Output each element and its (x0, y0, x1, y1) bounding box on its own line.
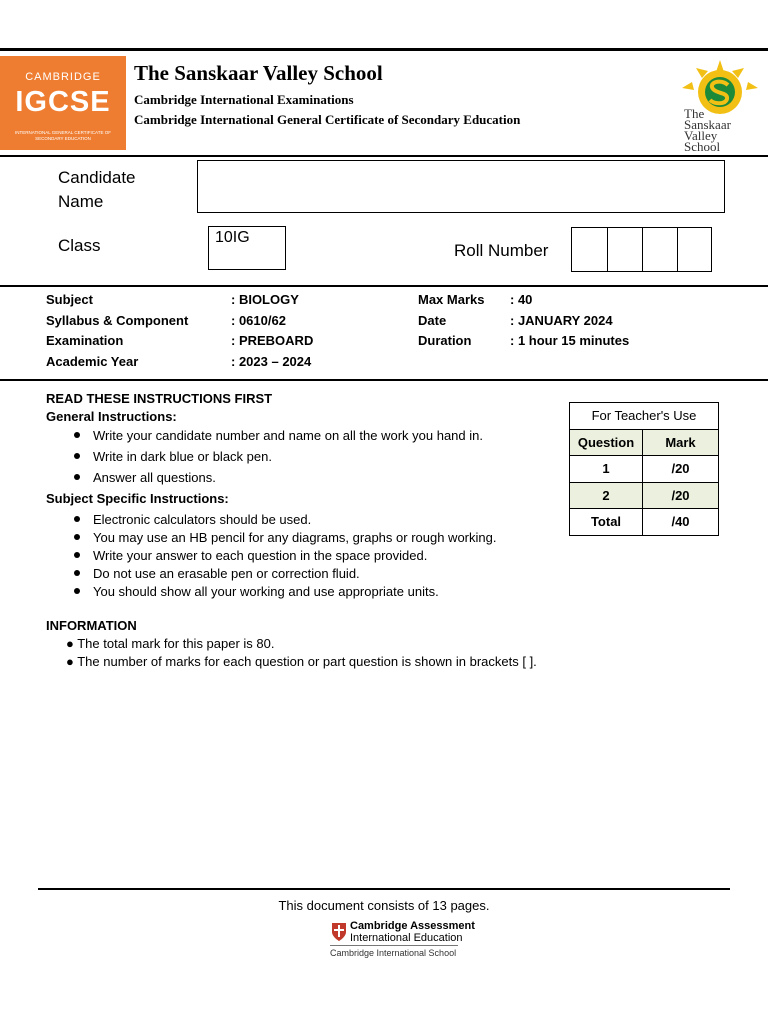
school-logo-word: Sanskaar (684, 117, 731, 132)
specific-instruction-item: Do not use an erasable pen or correction fluid. (93, 566, 360, 581)
school-logo-word: School (684, 139, 721, 154)
top-rule (0, 48, 768, 51)
school-logo (676, 58, 764, 154)
roll-digit-divider (607, 228, 608, 271)
roll-digit-divider (677, 228, 678, 271)
candidate-name-field[interactable] (197, 160, 725, 213)
igcse-logo-line3: INTERNATIONAL GENERAL CERTIFICATE OF SECONDARY EDUCATION (15, 130, 111, 141)
general-instruction-item: Answer all questions. (93, 470, 216, 485)
header-rule (0, 155, 768, 157)
mark-cell: /20 (643, 482, 719, 509)
mark-column-header: Mark (643, 429, 719, 456)
table-row (570, 456, 719, 483)
specific-instruction-item: You may use an HB pencil for any diagrams, graphs or rough working. (93, 530, 497, 545)
bullet-icon (74, 534, 80, 540)
detail-value: : JANUARY 2024 (510, 313, 613, 328)
bullet-icon (74, 453, 80, 459)
details-rule (0, 379, 768, 381)
candidate-name-label: Candidate Name (58, 168, 136, 211)
table-row (570, 482, 719, 509)
mark-cell: /20 (643, 456, 719, 483)
class-field[interactable] (208, 226, 286, 270)
roll-digit-divider (642, 228, 643, 271)
specific-instructions-heading: Subject Specific Instructions: (46, 491, 229, 506)
question-cell: 2 (570, 482, 643, 509)
information-item: ● The total mark for this paper is 80. (66, 636, 275, 651)
teacher-use-table (569, 402, 719, 536)
bullet-icon (74, 588, 80, 594)
bullet-icon (74, 474, 80, 480)
table-row (570, 509, 719, 536)
footer-rule (38, 888, 730, 890)
candidate-rule (0, 285, 768, 287)
detail-value: : 1 hour 15 minutes (510, 333, 630, 348)
class-label: Class (58, 236, 101, 255)
instructions-heading: READ THESE INSTRUCTIONS FIRST (46, 391, 273, 406)
bullet-icon (74, 552, 80, 558)
qualification-line: Cambridge International General Certificate of Secondary Education (134, 112, 521, 127)
cambridge-shield-icon (331, 922, 347, 947)
question-column-header: Question (570, 429, 643, 456)
school-logo-word: The (684, 106, 705, 121)
school-logo-word: Valley (684, 128, 718, 143)
detail-label: Subject (46, 292, 93, 307)
detail-label: Max Marks (418, 292, 485, 307)
roll-number-field[interactable] (571, 227, 712, 272)
class-value: 10IG (215, 229, 250, 246)
specific-instruction-item: Write your answer to each question in the space provided. (93, 548, 428, 563)
detail-label: Date (418, 313, 447, 328)
detail-label: Duration (418, 333, 472, 348)
roll-number-label: Roll Number (454, 241, 549, 260)
cambridge-logo-divider (330, 945, 458, 946)
bullet-icon (74, 516, 80, 522)
general-instruction-item: Write your candidate number and name on all the work you hand in. (93, 428, 483, 443)
school-title: The Sanskaar Valley School (134, 61, 383, 85)
information-heading: INFORMATION (46, 618, 137, 633)
detail-value: : 2023 – 2024 (231, 354, 312, 369)
specific-instruction-item: Electronic calculators should be used. (93, 512, 312, 527)
detail-label: Academic Year (46, 354, 139, 369)
question-cell: Total (570, 509, 643, 536)
information-item: ● The number of marks for each question or part question is shown in brackets [ ]. (66, 654, 537, 669)
question-cell: 1 (570, 456, 643, 483)
bullet-icon (74, 432, 80, 438)
teacher-table-title: For Teacher's Use (570, 403, 719, 430)
mark-cell: /40 (643, 509, 719, 536)
detail-label: Syllabus & Component (46, 313, 189, 328)
detail-value: : 40 (510, 292, 533, 307)
detail-value: : PREBOARD (231, 333, 314, 348)
general-instructions-heading: General Instructions: (46, 409, 177, 424)
igcse-logo-line1: CAMBRIDGE (25, 71, 101, 83)
bullet-icon (74, 570, 80, 576)
detail-value: : 0610/62 (231, 313, 286, 328)
general-instruction-item: Write in dark blue or black pen. (93, 449, 272, 464)
cambridge-assessment-text: Cambridge Assessment (350, 920, 475, 932)
detail-label: Examination (46, 333, 124, 348)
exam-board-line: Cambridge International Examinations (134, 92, 354, 107)
specific-instruction-item: You should show all your working and use appropriate units. (93, 584, 439, 599)
cambridge-school-text: Cambridge International School (330, 948, 457, 958)
page-count-note: This document consists of 13 pages. (278, 898, 490, 913)
detail-value: : BIOLOGY (231, 292, 299, 307)
igcse-logo (0, 56, 126, 150)
international-education-text: International Education (350, 932, 463, 944)
igcse-logo-line2: IGCSE (15, 86, 111, 118)
